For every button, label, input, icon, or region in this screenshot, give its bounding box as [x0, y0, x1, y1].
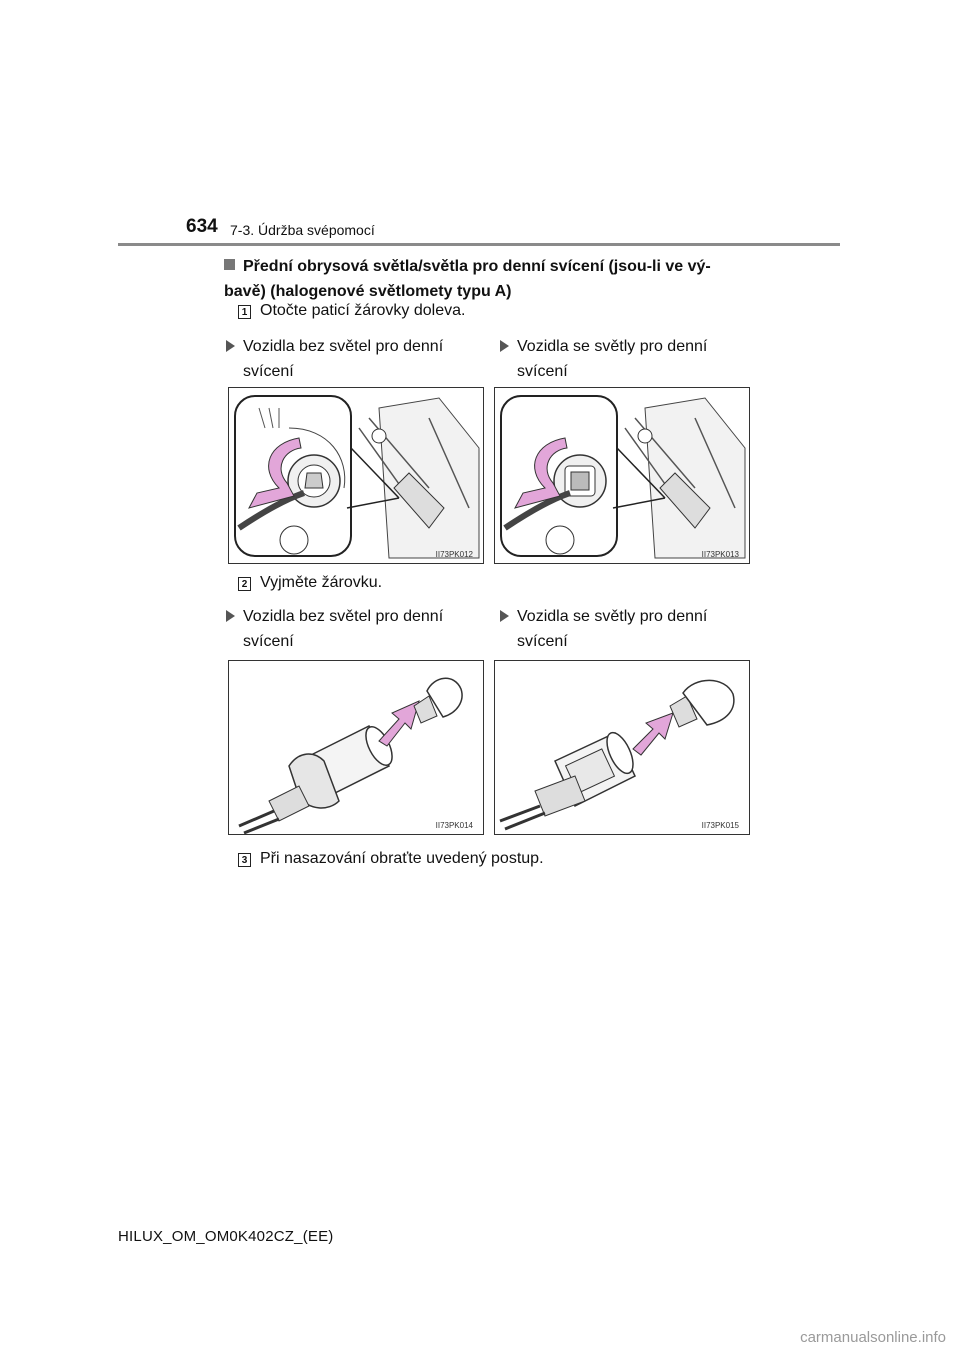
triangle-bullet-icon: [226, 610, 235, 622]
figure-code: II73PK014: [435, 821, 473, 830]
bulb-removal-illustration: [229, 661, 484, 835]
socket-rotate-illustration: [495, 388, 750, 564]
step-1-left-label: Vozidla bez světel pro denní svícení: [226, 334, 456, 384]
document-code: HILUX_OM_OM0K402CZ_(EE): [118, 1228, 334, 1245]
figure-code: II73PK012: [435, 550, 473, 559]
step-3-text: Při nasazování obraťte uvedený postup.: [260, 850, 544, 867]
heading-line-2: bavě) (halogenové světlomety typu A): [224, 283, 512, 300]
triangle-bullet-icon: [500, 610, 509, 622]
figure-bulb-removal-with-drl: [494, 660, 750, 835]
figure-socket-rotate-without-drl: [228, 387, 484, 564]
step-2-left-label: Vozidla bez světel pro denní svícení: [226, 604, 456, 654]
figure-code: II73PK013: [701, 550, 739, 559]
step-3-badge: 3: [238, 853, 251, 867]
header-divider: [118, 243, 840, 246]
triangle-bullet-icon: [500, 340, 509, 352]
step-1-text: Otočte paticí žárovky doleva.: [260, 302, 466, 319]
section-title: 7-3. Údržba svépomocí: [230, 222, 375, 238]
socket-rotate-illustration: [229, 388, 484, 564]
triangle-bullet-icon: [226, 340, 235, 352]
figure-socket-rotate-with-drl: [494, 387, 750, 564]
step-2-right-label: Vozidla se světly pro denní svícení: [500, 604, 730, 654]
step-1-right-label: Vozidla se světly pro denní svícení: [500, 334, 730, 384]
figure-code: II73PK015: [701, 821, 739, 830]
step-2-text: Vyjměte žárovku.: [260, 574, 383, 591]
watermark: carmanualsonline.info: [800, 1329, 946, 1346]
heading-line-1: Přední obrysová světla/světla pro denní svícení (jsou-li ve vý-: [243, 258, 711, 275]
bulb-removal-illustration: [495, 661, 750, 835]
figure-bulb-removal-without-drl: [228, 660, 484, 835]
step-2-badge: 2: [238, 577, 251, 591]
page-number: 634: [186, 216, 218, 237]
section-heading: [224, 254, 754, 304]
step-1-badge: 1: [238, 305, 251, 319]
square-bullet-icon: [224, 259, 235, 270]
